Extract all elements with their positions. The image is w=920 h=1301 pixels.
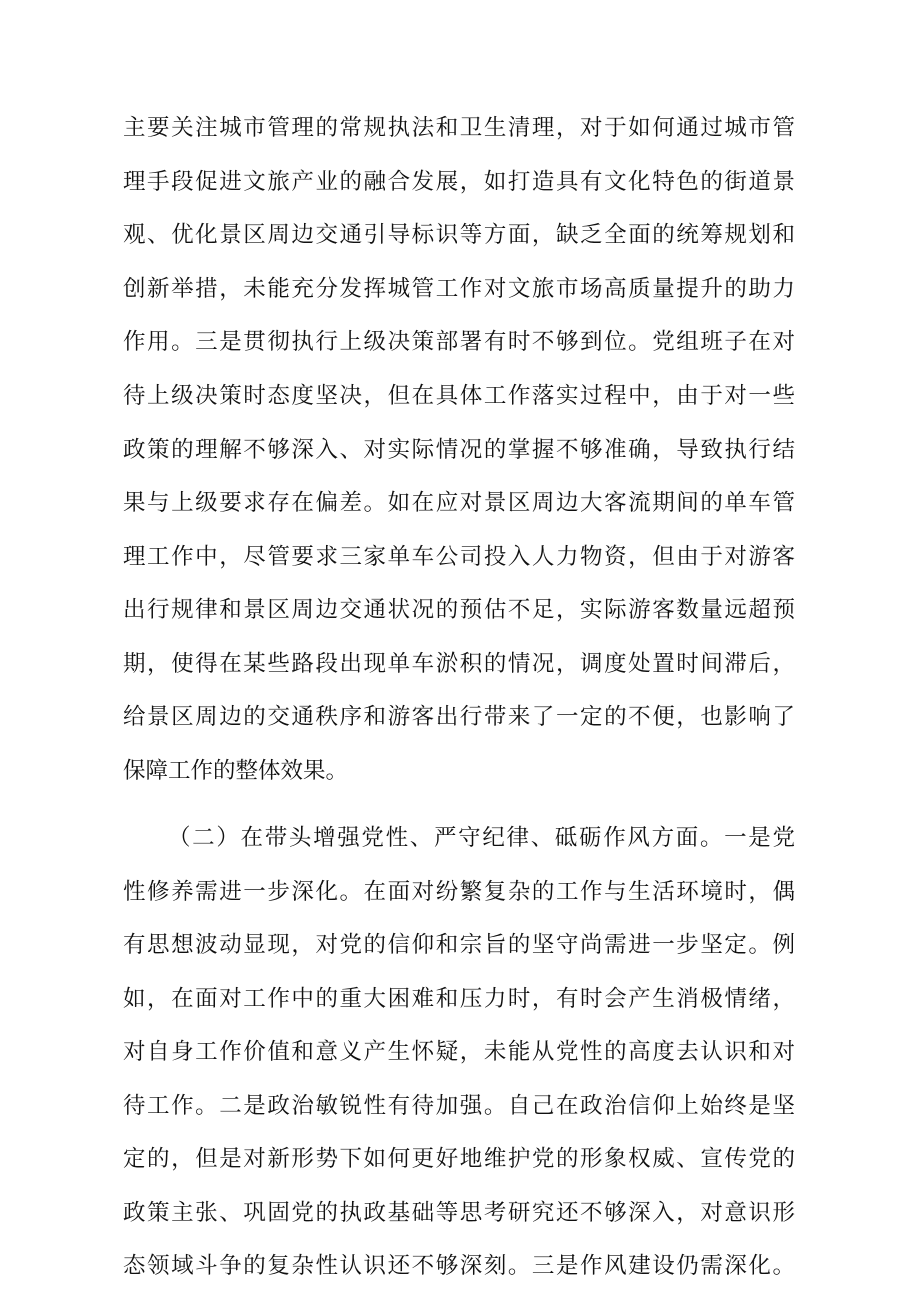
paragraph-end-line: 保障工作的整体效果。 [123, 758, 349, 784]
text-line: 政策主张、巩固党的执政基础等思考研究还不够深入，对意识形 [123, 1200, 795, 1226]
text-line: 期，使得在某些路段出现单车淤积的情况，调度处置时间滞后， [123, 651, 795, 677]
text-line: 主要关注城市管理的常规执法和卫生清理，对于如何通过城市管 [123, 115, 795, 141]
text-line: 态领域斗争的复杂性认识还不够深刻。三是作风建设仍需深化。 [123, 1253, 795, 1279]
text-line: 有思想波动显现，对党的信仰和宗旨的坚守尚需进一步坚定。例 [123, 932, 795, 958]
text-line: 作用。三是贯彻执行上级决策部署有时不够到位。党组班子在对 [123, 329, 795, 355]
text-line: 理工作中，尽管要求三家单车公司投入人力物资，但由于对游客 [123, 544, 795, 570]
text-line: 定的，但是对新形势下如何更好地维护党的形象权威、宣传党的 [123, 1146, 795, 1172]
text-line: 待工作。二是政治敏锐性有待加强。自己在政治信仰上始终是坚 [123, 1093, 795, 1119]
text-line: 观、优化景区周边交通引导标识等方面，缺乏全面的统筹规划和 [123, 222, 795, 248]
text-line: 政策的理解不够深入、对实际情况的掌握不够准确，导致执行结 [123, 437, 795, 463]
text-line: 性修养需进一步深化。在面对纷繁复杂的工作与生活环境时，偶 [123, 879, 795, 905]
text-line: 给景区周边的交通秩序和游客出行带来了一定的不便，也影响了 [123, 704, 795, 730]
text-line: 出行规律和景区周边交通状况的预估不足，实际游客数量远超预 [123, 597, 795, 623]
text-line: 待上级决策时态度坚决，但在具体工作落实过程中，由于对一些 [123, 383, 795, 409]
text-line: 创新举措，未能充分发挥城管工作对文旅市场高质量提升的助力 [123, 276, 795, 302]
text-line: 理手段促进文旅产业的融合发展，如打造具有文化特色的街道景 [123, 169, 795, 195]
text-line: 如，在面对工作中的重大困难和压力时，有时会产生消极情绪， [123, 986, 795, 1012]
text-line: 果与上级要求存在偏差。如在应对景区周边大客流期间的单车管 [123, 490, 795, 516]
section-heading-line: （二）在带头增强党性、严守纪律、砥砺作风方面。一是党 [168, 825, 795, 851]
text-line: 对自身工作价值和意义产生怀疑，未能从党性的高度去认识和对 [123, 1039, 795, 1065]
